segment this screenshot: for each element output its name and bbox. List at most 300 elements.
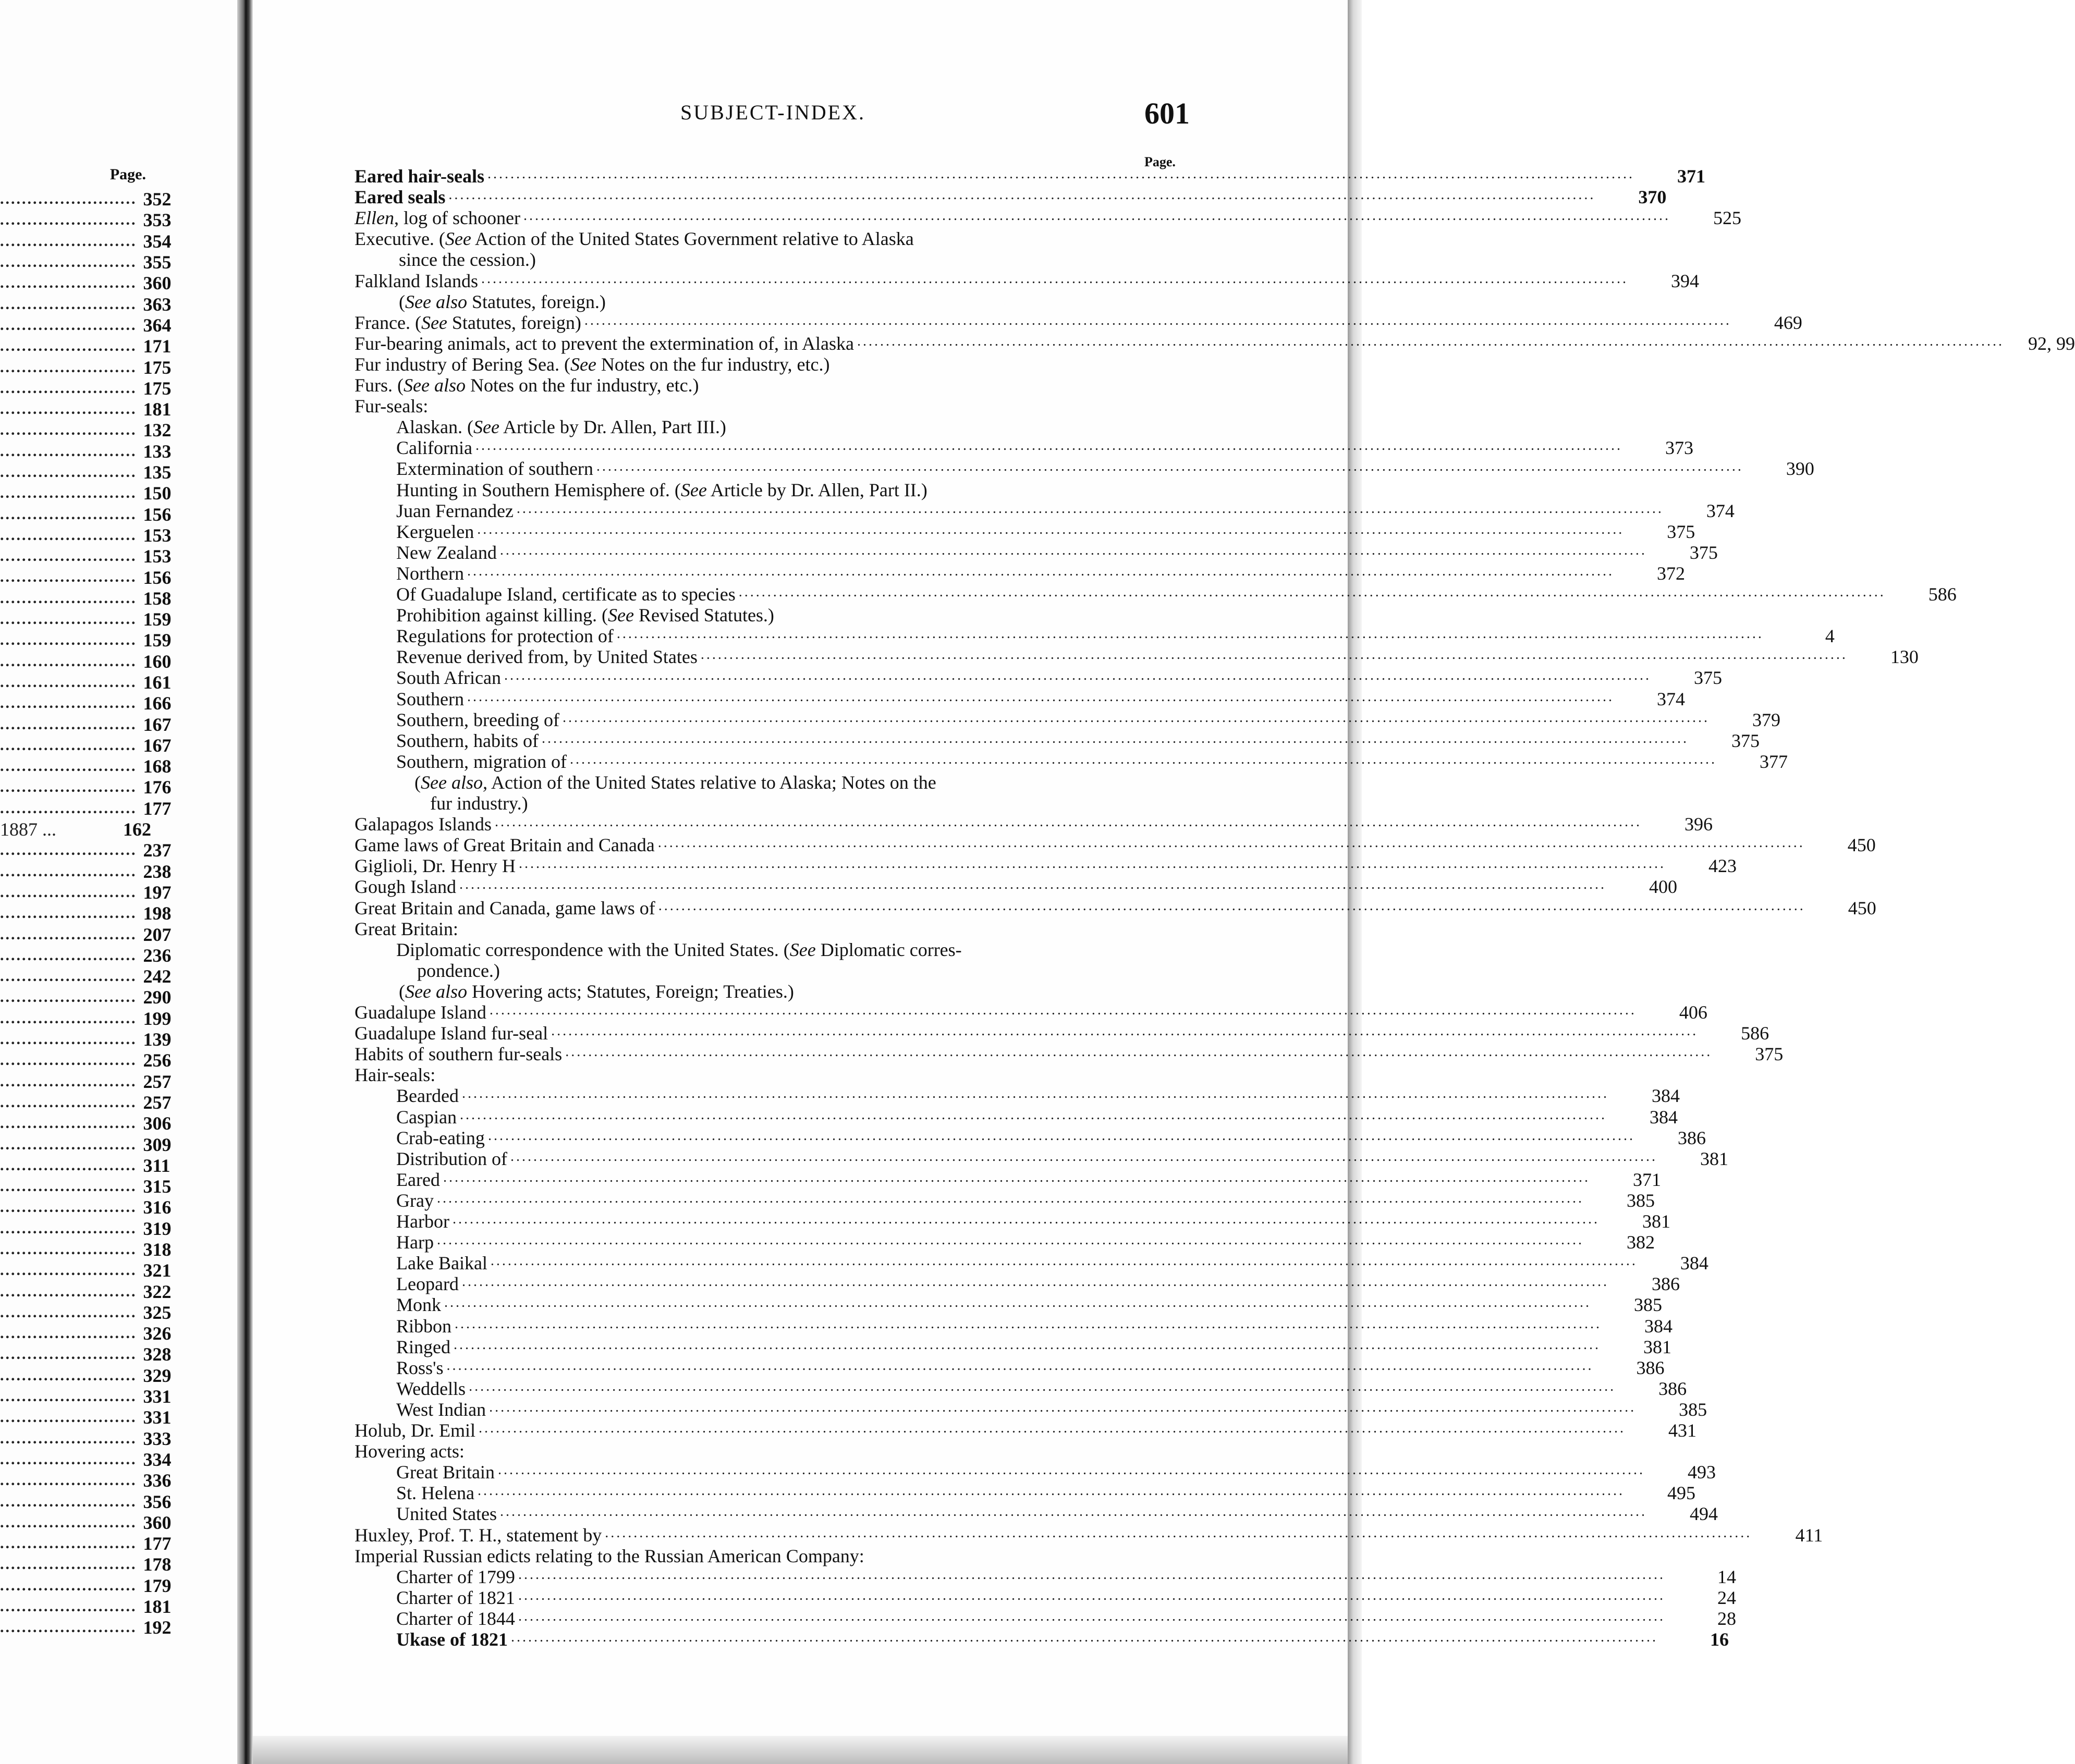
left-page-number: 171 bbox=[143, 336, 172, 357]
page-bottom-edge bbox=[253, 1736, 1348, 1764]
leader-dots: ......................... bbox=[0, 1598, 137, 1615]
left-page-number: 178 bbox=[143, 1554, 172, 1575]
leader-dots: ......................... bbox=[0, 652, 137, 670]
left-index-row bbox=[0, 1428, 172, 1449]
left-page-number: 175 bbox=[143, 377, 172, 399]
entry-page-number: 385 bbox=[1634, 1294, 1663, 1316]
entry-text: Giglioli, Dr. Henry H bbox=[355, 855, 516, 877]
left-page-number: 328 bbox=[143, 1344, 172, 1365]
left-index-row bbox=[0, 420, 172, 441]
leader-dots: ........................................................................................................................................................................................................ bbox=[461, 1085, 1609, 1102]
left-index-row bbox=[0, 567, 172, 588]
left-index-row bbox=[0, 671, 172, 693]
left-index-row bbox=[0, 651, 172, 672]
left-page-number: 257 bbox=[143, 1071, 172, 1092]
leader-dots: ........................................................................................................................................................................................................ bbox=[469, 1378, 1616, 1394]
entry-text: West Indian bbox=[396, 1399, 486, 1420]
entry-text: Holub, Dr. Emil bbox=[355, 1420, 475, 1441]
leader-dots: ........................................................................................................................................................................................................ bbox=[541, 730, 1689, 746]
index-entry bbox=[355, 709, 1780, 730]
leader-dots: ......................... bbox=[0, 442, 137, 460]
left-page-number: 257 bbox=[143, 1092, 172, 1113]
index-entry bbox=[355, 1441, 1197, 1462]
left-index-row bbox=[0, 1554, 172, 1575]
entry-page-number: 377 bbox=[1759, 751, 1788, 772]
left-index-row bbox=[0, 546, 172, 567]
entry-text: Charter of 1821 bbox=[396, 1587, 515, 1608]
left-index-row bbox=[0, 1218, 172, 1239]
leader-dots: ......................... bbox=[0, 673, 137, 691]
index-entry bbox=[355, 333, 2075, 354]
entry-page-number: 385 bbox=[1626, 1190, 1655, 1211]
entry-text: Harbor bbox=[396, 1211, 449, 1232]
entry-text: Bearded bbox=[396, 1085, 459, 1107]
left-page-number: 315 bbox=[143, 1176, 172, 1197]
left-page-list bbox=[0, 189, 172, 1638]
entry-text: Charter of 1844 bbox=[396, 1608, 515, 1629]
leader-dots: ........................................................................................................................................................................................................ bbox=[657, 835, 1805, 851]
index-entry bbox=[355, 542, 1718, 563]
left-page-fragment bbox=[0, 0, 237, 1764]
index-entry bbox=[355, 228, 1197, 249]
leader-dots: ........................................................................................................................................................................................................ bbox=[467, 688, 1614, 705]
entry-text: France. (See Statutes, foreign) bbox=[355, 312, 581, 333]
left-page-number: 135 bbox=[143, 462, 172, 483]
leader-dots: ......................... bbox=[0, 1472, 137, 1489]
left-index-row bbox=[0, 210, 172, 231]
index-entry bbox=[355, 1211, 1670, 1232]
index-entry bbox=[355, 1608, 1736, 1629]
leader-dots: ......................... bbox=[0, 946, 137, 964]
entry-text: South African bbox=[396, 667, 501, 689]
leader-dots: ......................... bbox=[0, 211, 137, 229]
left-page-number: 132 bbox=[143, 420, 172, 441]
entry-page-number: 495 bbox=[1667, 1483, 1695, 1504]
entry-page-number: 386 bbox=[1658, 1378, 1687, 1399]
entry-page-number: 394 bbox=[1670, 270, 1699, 291]
entry-text: Crab-eating bbox=[396, 1127, 485, 1148]
leader-dots: ......................... bbox=[0, 1325, 137, 1342]
leader-dots: ........................................................................................................................................................................................................ bbox=[481, 270, 1628, 287]
index-entry bbox=[355, 772, 1197, 793]
left-index-row bbox=[0, 230, 172, 252]
entry-text: Hair-seals: bbox=[355, 1064, 436, 1086]
leader-dots: ......................... bbox=[0, 1535, 137, 1552]
leader-dots: ........................................................................................................................................................................................................ bbox=[562, 709, 1710, 726]
left-index-row bbox=[0, 189, 172, 210]
index-entry bbox=[355, 793, 1197, 814]
left-index-row bbox=[0, 440, 172, 462]
entry-page-number: 92, 99 bbox=[2028, 333, 2075, 354]
entry-text: Diplomatic correspondence with the United States. (See Diplomatic corres- bbox=[396, 939, 962, 960]
left-index-row bbox=[0, 924, 172, 945]
left-page-number: 353 bbox=[143, 210, 172, 231]
left-index-row bbox=[0, 1239, 172, 1260]
left-index-row bbox=[0, 840, 172, 861]
index-entry bbox=[355, 270, 1699, 291]
index-entry bbox=[355, 500, 1735, 521]
index-entry bbox=[355, 458, 1814, 480]
left-index-row bbox=[0, 1092, 172, 1113]
left-page-number: 177 bbox=[143, 798, 172, 819]
leader-dots: ......................... bbox=[0, 799, 137, 817]
left-index-row bbox=[0, 630, 172, 651]
left-page-number: 237 bbox=[143, 840, 172, 861]
leader-dots: ........................................................................................................................................................................................................ bbox=[461, 1273, 1609, 1290]
leader-dots: ........................................................................................................................................................................................................ bbox=[700, 646, 1848, 663]
left-index-row bbox=[0, 1365, 172, 1386]
leader-dots: ......................... bbox=[0, 463, 137, 481]
index-entry bbox=[355, 960, 1197, 981]
left-index-row bbox=[0, 1029, 172, 1050]
leader-dots: ......................... bbox=[0, 883, 137, 901]
left-index-row bbox=[0, 734, 172, 756]
entry-text: Eared hair-seals bbox=[355, 166, 484, 187]
entry-page-number: 423 bbox=[1708, 855, 1737, 877]
leader-dots: ......................... bbox=[0, 925, 137, 943]
leader-dots: ......................... bbox=[0, 1261, 137, 1279]
running-head: SUBJECT-INDEX. bbox=[680, 101, 865, 124]
left-page-number: 336 bbox=[143, 1470, 172, 1491]
left-page-number: 360 bbox=[143, 1512, 172, 1533]
leader-dots: ......................... bbox=[0, 1114, 137, 1132]
left-page-number: 333 bbox=[143, 1428, 172, 1449]
left-index-row bbox=[0, 587, 172, 609]
left-index-row bbox=[0, 693, 172, 714]
index-entry bbox=[355, 416, 1197, 437]
entry-text: Fur-seals: bbox=[355, 396, 429, 417]
leader-dots: ........................................................................................................................................................................................................ bbox=[551, 1023, 1699, 1039]
left-index-row bbox=[0, 252, 172, 273]
left-index-row bbox=[0, 777, 172, 798]
entry-page-number: 494 bbox=[1689, 1503, 1718, 1525]
leader-dots: ......................... bbox=[0, 1408, 137, 1426]
index-entry bbox=[355, 1002, 1707, 1023]
left-index-row bbox=[0, 483, 172, 504]
index-entry bbox=[355, 1399, 1707, 1420]
leader-dots: ........................................................................................................................................................................................................ bbox=[446, 1357, 1594, 1374]
entry-text: Guadalupe Island fur-seal bbox=[355, 1023, 548, 1044]
index-entry bbox=[355, 1106, 1678, 1128]
entry-text: Hunting in Southern Hemisphere of. (See Article by Dr. Allen, Part II.) bbox=[396, 479, 927, 500]
leader-dots: ........................................................................................................................................................................................................ bbox=[452, 1211, 1600, 1227]
entry-page-number: 381 bbox=[1642, 1211, 1670, 1232]
left-page-number: 158 bbox=[143, 587, 172, 609]
left-page-number: 176 bbox=[143, 777, 172, 798]
index-entry bbox=[355, 1273, 1680, 1295]
leader-dots: ......................... bbox=[0, 337, 137, 355]
entry-page-number: 375 bbox=[1689, 542, 1718, 563]
entry-text: Southern, migration of bbox=[396, 751, 567, 772]
entry-page-number: 384 bbox=[1644, 1315, 1673, 1337]
left-page-number: 360 bbox=[143, 273, 172, 294]
left-page-number: 181 bbox=[143, 1596, 172, 1618]
entry-page-number: 14 bbox=[1717, 1566, 1736, 1587]
leader-dots: ......................... bbox=[0, 862, 137, 880]
index-entry bbox=[355, 207, 1741, 229]
leader-dots: ......................... bbox=[0, 1576, 137, 1594]
index-entry bbox=[355, 584, 1957, 605]
leader-dots: ......................... bbox=[0, 526, 137, 544]
index-entry bbox=[355, 918, 1197, 939]
left-index-row bbox=[0, 377, 172, 399]
entry-text: Game laws of Great Britain and Canada bbox=[355, 835, 655, 856]
entry-text: St. Helena bbox=[396, 1483, 474, 1504]
left-page-number: 363 bbox=[143, 293, 172, 315]
index-entry bbox=[355, 1503, 1718, 1525]
entry-text: Lake Baikal bbox=[396, 1253, 487, 1274]
left-page-number: 306 bbox=[143, 1113, 172, 1134]
left-index-row bbox=[0, 504, 172, 525]
leader-dots: ......................... bbox=[0, 1219, 137, 1237]
leader-dots: ........................................................................................................................................................................................................ bbox=[477, 1483, 1625, 1499]
entry-text: Southern bbox=[396, 688, 464, 709]
entry-page-number: 525 bbox=[1713, 207, 1741, 229]
entry-page-number: 493 bbox=[1687, 1462, 1716, 1483]
index-entry bbox=[355, 354, 1197, 375]
left-page-number: 161 bbox=[143, 671, 172, 693]
index-entry bbox=[355, 855, 1737, 877]
left-index-row bbox=[0, 861, 172, 882]
entry-text: Caspian bbox=[396, 1106, 457, 1128]
left-page-number: 199 bbox=[143, 1008, 172, 1029]
leader-dots: ......................... bbox=[0, 1450, 137, 1468]
left-index-row bbox=[0, 399, 172, 420]
left-index-row bbox=[0, 1176, 172, 1197]
leader-dots: ........................................................................................................................................................................................................ bbox=[504, 667, 1651, 684]
entry-text: Charter of 1799 bbox=[396, 1566, 515, 1587]
left-index-row bbox=[0, 314, 172, 336]
index-entry bbox=[355, 1148, 1728, 1169]
entry-text: Alaskan. (See Article by Dr. Allen, Part III.) bbox=[396, 416, 726, 438]
left-index-row bbox=[0, 462, 172, 483]
left-page-number: 311 bbox=[143, 1155, 170, 1176]
left-index-row bbox=[0, 1323, 172, 1344]
entry-page-number: 384 bbox=[1651, 1085, 1680, 1107]
entry-page-number: 586 bbox=[1741, 1023, 1769, 1044]
leader-dots: ......................... bbox=[0, 505, 137, 523]
left-page-number: 181 bbox=[143, 399, 172, 420]
entry-page-number: 375 bbox=[1667, 521, 1695, 542]
entry-page-number: 373 bbox=[1665, 437, 1693, 459]
leader-dots: ........................................................................................................................................................................................................ bbox=[584, 312, 1731, 328]
leader-dots: ......................... bbox=[0, 274, 137, 292]
leader-dots: ......................... bbox=[0, 190, 137, 208]
index-entry bbox=[355, 480, 1197, 500]
left-page-number: 175 bbox=[143, 357, 172, 378]
leader-dots: ......................... bbox=[0, 1388, 137, 1405]
entry-text: Distribution of bbox=[396, 1148, 507, 1169]
leader-dots: ........................................................................................................................................................................................................ bbox=[455, 1315, 1602, 1332]
index-entry bbox=[355, 1462, 1716, 1483]
leader-dots: ......................... bbox=[0, 1051, 137, 1069]
left-page-number: 139 bbox=[143, 1029, 172, 1050]
index-entry bbox=[355, 1190, 1655, 1211]
index-entry bbox=[355, 626, 1835, 647]
entry-text: Northern bbox=[396, 562, 464, 584]
index-entry bbox=[355, 1357, 1665, 1378]
index-entry bbox=[355, 688, 1685, 709]
entry-text: Eared bbox=[396, 1169, 440, 1190]
entry-page-number: 390 bbox=[1786, 458, 1814, 480]
leader-dots: ......................... bbox=[0, 757, 137, 775]
index-entry bbox=[355, 1085, 1680, 1107]
left-index-row bbox=[0, 1407, 172, 1428]
entry-text: United States bbox=[396, 1503, 497, 1525]
entry-page-number: 370 bbox=[1638, 187, 1667, 208]
left-page-number: 331 bbox=[143, 1386, 172, 1407]
entry-text: Prohibition against killing. (See Revised Statutes.) bbox=[396, 605, 774, 626]
leader-dots: ......................... bbox=[0, 589, 137, 607]
left-index-row bbox=[0, 1008, 172, 1029]
leader-dots: ........................................................................................................................................................................................................ bbox=[499, 542, 1647, 558]
left-page-number: 325 bbox=[143, 1302, 172, 1323]
entry-page-number: 469 bbox=[1774, 312, 1802, 333]
entry-page-number: 586 bbox=[1928, 584, 1957, 605]
entry-text: Furs. (See also Notes on the fur industry, etc.) bbox=[355, 375, 699, 396]
leader-dots: ......................... bbox=[0, 715, 137, 733]
entry-page-number: 384 bbox=[1649, 1106, 1678, 1128]
entry-text: Falkland Islands bbox=[355, 270, 478, 291]
left-page-number: 192 bbox=[143, 1617, 172, 1638]
left-page-number: 197 bbox=[143, 881, 172, 903]
left-index-row bbox=[0, 1134, 172, 1155]
left-page-number: 156 bbox=[143, 567, 172, 588]
entry-text: (See also, Action of the United States relative to Alaska; Notes on the bbox=[414, 771, 936, 793]
left-page-number: 355 bbox=[143, 252, 172, 273]
entry-text: Fur-bearing animals, act to prevent the extermination of, in Alaska bbox=[355, 333, 854, 354]
entry-page-number: 382 bbox=[1626, 1232, 1655, 1253]
leader-dots: ........................................................................................................................................................................................................ bbox=[518, 1587, 1665, 1603]
leader-dots: ........................................................................................................................................................................................................ bbox=[569, 751, 1717, 767]
index-entry bbox=[355, 751, 1788, 772]
leader-dots: ........................................................................................................................................................................................................ bbox=[444, 1294, 1592, 1311]
entry-text: Extermination of southern bbox=[396, 458, 593, 480]
leader-dots: ........................................................................................................................................................................................................ bbox=[738, 584, 1886, 600]
entry-text: Ribbon bbox=[396, 1315, 452, 1337]
entry-page-number: 372 bbox=[1656, 562, 1685, 584]
leader-dots: ......................... bbox=[0, 967, 137, 985]
entry-text: (See also Hovering acts; Statutes, Foreign; Treaties.) bbox=[399, 981, 794, 1002]
index-entry bbox=[355, 1483, 1695, 1504]
entry-text: Harp bbox=[396, 1232, 434, 1253]
left-page-number: 168 bbox=[143, 756, 172, 777]
entry-page-number: 375 bbox=[1693, 667, 1722, 689]
left-index-row bbox=[0, 756, 172, 777]
left-index-row bbox=[0, 336, 172, 357]
leader-dots: ......................... bbox=[0, 379, 137, 397]
index-entry bbox=[355, 981, 1197, 1002]
left-index-row bbox=[0, 1491, 172, 1512]
entry-text: Great Britain: bbox=[355, 918, 458, 939]
entry-text: Weddells bbox=[396, 1378, 466, 1399]
index-entry bbox=[355, 1127, 1706, 1148]
index-entry bbox=[355, 730, 1760, 751]
entry-page-number: 16 bbox=[1710, 1629, 1729, 1650]
leader-dots: ......................... bbox=[0, 1303, 137, 1321]
left-index-row bbox=[0, 987, 172, 1008]
leader-dots: ......................... bbox=[0, 253, 137, 271]
entry-page-number: 411 bbox=[1795, 1524, 1823, 1546]
index-entry bbox=[355, 835, 1876, 856]
index-entry bbox=[355, 291, 1197, 312]
index-entry bbox=[355, 521, 1695, 542]
left-page-number: 153 bbox=[143, 524, 172, 546]
entry-text: Great Britain bbox=[396, 1462, 495, 1483]
left-index-row bbox=[0, 609, 172, 630]
left-page-number: 177 bbox=[143, 1533, 172, 1554]
left-page-number: 316 bbox=[143, 1197, 172, 1218]
leader-dots: ......................... bbox=[0, 610, 137, 628]
leader-dots: ........................................................................................................................................................................................................ bbox=[516, 500, 1664, 517]
left-page-number: 150 bbox=[143, 483, 172, 504]
entry-text: Guadalupe Island bbox=[355, 1002, 486, 1023]
entry-text: Ukase of 1821 bbox=[396, 1629, 508, 1650]
left-page-number: 326 bbox=[143, 1323, 172, 1344]
left-index-row bbox=[0, 1155, 170, 1176]
index-entry bbox=[355, 667, 1722, 689]
leader-dots: ......................... bbox=[0, 1345, 137, 1363]
left-index-row bbox=[0, 1260, 172, 1281]
entry-page-number: 384 bbox=[1680, 1253, 1708, 1274]
entry-text: Gough Island bbox=[355, 876, 456, 898]
left-index-row bbox=[0, 1575, 172, 1596]
leader-dots: ........................................................................................................................................................................................................ bbox=[459, 876, 1606, 893]
entry-page-number: 375 bbox=[1731, 730, 1760, 751]
leader-dots: ......................... bbox=[0, 736, 137, 754]
left-page-number: 153 bbox=[143, 546, 172, 567]
leader-dots: ........................................................................................................................................................................................................ bbox=[487, 166, 1634, 182]
leader-dots: ......................... bbox=[0, 547, 137, 565]
entry-page-number: 431 bbox=[1668, 1420, 1696, 1441]
left-page-number: 166 bbox=[143, 693, 172, 714]
leader-dots: ......................... bbox=[0, 232, 137, 250]
index-entry bbox=[355, 1420, 1696, 1441]
entry-page-number: 400 bbox=[1649, 876, 1677, 898]
leader-dots: ......................... bbox=[0, 1009, 137, 1027]
leader-dots: ........................................................................................................................................................................................................ bbox=[523, 207, 1670, 224]
entry-text: pondence.) bbox=[417, 960, 500, 981]
leader-dots: ......................... bbox=[0, 988, 137, 1006]
leader-dots: ......................... bbox=[0, 904, 137, 922]
index-entry bbox=[355, 1629, 1729, 1650]
index-entry bbox=[355, 1044, 1784, 1065]
left-page-number: 309 bbox=[143, 1134, 172, 1155]
left-index-row bbox=[0, 293, 172, 315]
left-page-number: 321 bbox=[143, 1260, 172, 1281]
left-page-number: 238 bbox=[143, 861, 172, 882]
leader-dots: ......................... bbox=[0, 841, 137, 859]
index-entry bbox=[355, 187, 1667, 208]
index-entry bbox=[355, 249, 1197, 270]
index-entry bbox=[355, 396, 1197, 416]
leader-dots: ........................................................................................................................................................................................................ bbox=[454, 1336, 1601, 1353]
index-entry bbox=[355, 1064, 1197, 1085]
left-page-number: 329 bbox=[143, 1365, 172, 1386]
entry-page-number: 4 bbox=[1825, 626, 1835, 647]
entry-page-number: 130 bbox=[1890, 646, 1919, 668]
leader-dots: ........................................................................................................................................................................................................ bbox=[448, 187, 1596, 203]
index-entry bbox=[355, 375, 1197, 396]
left-index-row bbox=[0, 1197, 172, 1218]
leader-dots: ......................... bbox=[0, 484, 137, 502]
entry-page-number: 381 bbox=[1700, 1148, 1728, 1169]
left-index-row bbox=[0, 881, 172, 903]
entry-text: Imperial Russian edicts relating to the Russian American Company: bbox=[355, 1545, 864, 1566]
leader-dots: ........................................................................................................................................................................................................ bbox=[605, 1524, 1752, 1541]
leader-dots: ......................... bbox=[0, 1093, 137, 1111]
leader-dots: ........................................................................................................................................................................................................ bbox=[616, 626, 1764, 642]
